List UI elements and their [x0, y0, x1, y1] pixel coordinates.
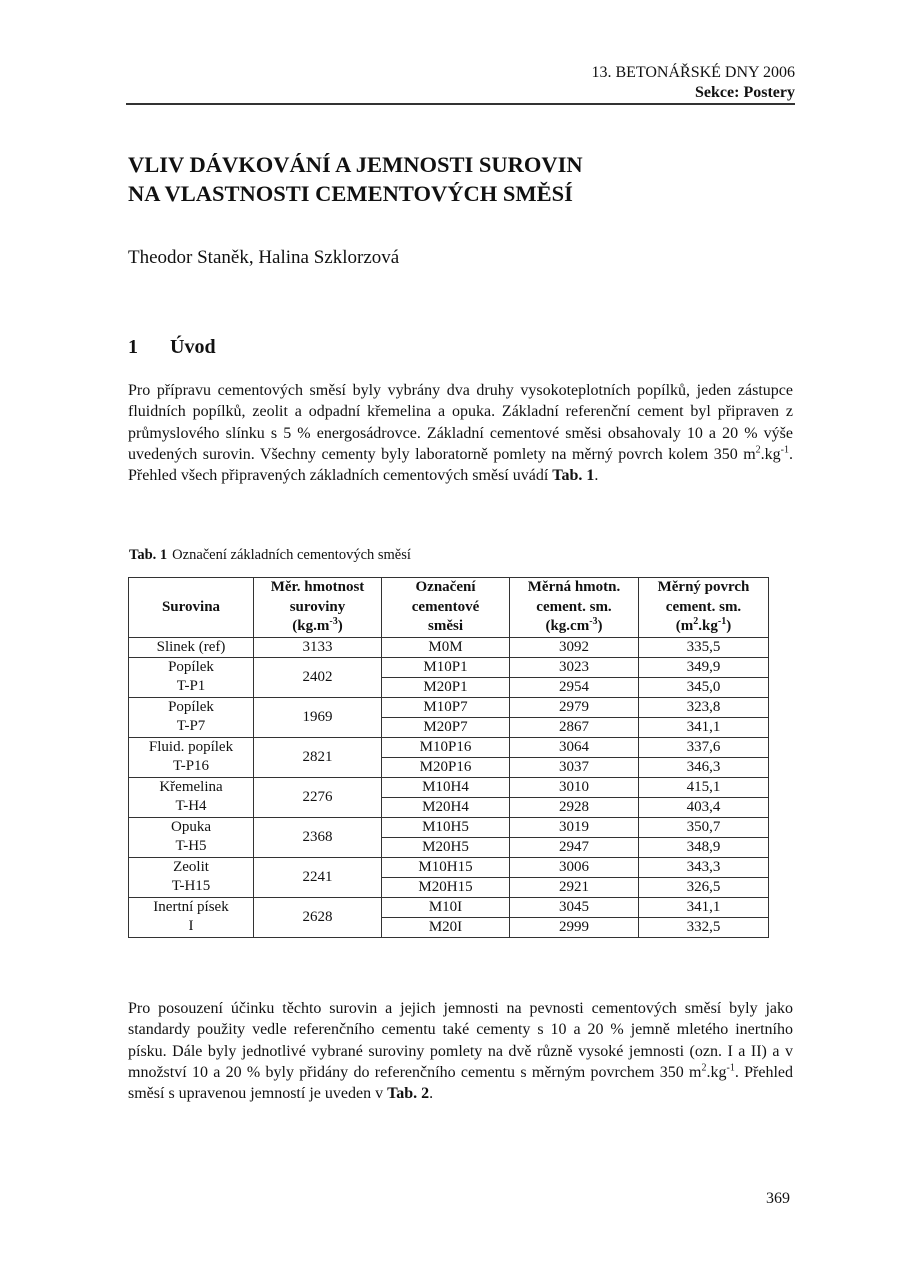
caption-label: Tab. 1 [129, 547, 168, 563]
cell-density: 2821 [254, 737, 382, 777]
header-rule [126, 103, 795, 105]
cell-density: 2402 [254, 657, 382, 697]
cell-surface: 326,5 [639, 877, 769, 897]
cell-mix-density: 2928 [510, 797, 639, 817]
cell-mix-density: 2867 [510, 717, 639, 737]
cell-mix: M20P1 [382, 677, 510, 697]
cell-mix-density: 3064 [510, 737, 639, 757]
table-row [129, 897, 769, 917]
authors: Theodor Staněk, Halina Szklorzová [128, 247, 400, 268]
cell-mix-density: 3006 [510, 857, 639, 877]
table-row [129, 637, 769, 657]
section-number: 1 [128, 336, 138, 358]
header-mix-density: Měrná hmotn. cement. sm. $(kg.cm^{-3})$ [510, 578, 639, 638]
caption-text: Označení základních cementových směsí [172, 547, 411, 563]
cell-surface: 343,3 [639, 857, 769, 877]
text: . [594, 467, 599, 485]
cell-mix-density: 3045 [510, 897, 639, 917]
cell-material: Zeolit T-H15 [129, 857, 254, 897]
cell-material: Popílek T-P7 [129, 697, 254, 737]
text: .kg [760, 445, 781, 463]
cell-surface: 341,1 [639, 897, 769, 917]
section-title: Úvod [170, 336, 216, 358]
text: .kg [706, 1063, 727, 1081]
cell-mix-density: 2954 [510, 677, 639, 697]
cell-mix: M10P1 [382, 657, 510, 677]
cell-mix: M20P16 [382, 757, 510, 777]
cell-mix: M10H15 [382, 857, 510, 877]
cell-mix-density: 2947 [510, 837, 639, 857]
cell-density: 2276 [254, 777, 382, 817]
cell-surface: 345,0 [639, 677, 769, 697]
table-row [129, 737, 769, 757]
header-surface: Měrný povrch cement. sm. $(m^2.kg^{-1})$ [639, 578, 769, 638]
table-reference: Tab. 2 [387, 1085, 430, 1103]
cell-surface: 403,4 [639, 797, 769, 817]
table-reference: Tab. 1 [552, 467, 595, 485]
cell-density: 2628 [254, 897, 382, 937]
cell-surface: 335,5 [639, 637, 769, 657]
table-caption [129, 547, 411, 564]
cell-mix-density: 3092 [510, 637, 639, 657]
second-paragraph [128, 998, 793, 1104]
cell-mix: M20I [382, 917, 510, 937]
cell-mix-density: 3010 [510, 777, 639, 797]
text: Pro přípravu cementových směsí byly vybrány dva druhy vysokoteplotních popílků, jeden zástupce fluidních popílků, zeolit a odpadní křemelina a opuka. Základní referenční cement byl připraven z průmyslového slínku s 5 % energosádrovce. Základní cementové směsi obsahovaly 10 a 20 % výše uvedených surovin. Všechny cementy byly laboratorně pomlety na měrný povrch kolem 350 m [128, 382, 793, 463]
superscript: 2 [755, 444, 761, 456]
table-row [129, 657, 769, 677]
cell-mix: M10P16 [382, 737, 510, 757]
cell-surface: 346,3 [639, 757, 769, 777]
cell-material: Fluid. popílek T-P16 [129, 737, 254, 777]
text: . Přehled všech připravených základních cementových směsí uvádí [128, 445, 793, 485]
cell-mix: M20H5 [382, 837, 510, 857]
cell-material: Slinek (ref) [129, 637, 254, 657]
data-table [128, 577, 769, 938]
cell-mix: M10P7 [382, 697, 510, 717]
cell-surface: 341,1 [639, 717, 769, 737]
cell-mix: M10I [382, 897, 510, 917]
intro-paragraph [128, 380, 793, 486]
cell-mix: M20P7 [382, 717, 510, 737]
cell-density: 1969 [254, 697, 382, 737]
running-header [126, 63, 795, 103]
cell-surface: 349,9 [639, 657, 769, 677]
cell-mix-density: 3037 [510, 757, 639, 777]
title-line-2: NA VLASTNOSTI CEMENTOVÝCH SMĚSÍ [128, 181, 573, 206]
header-material: Surovina [129, 578, 254, 638]
cell-material: Křemelina T-H4 [129, 777, 254, 817]
cell-mix: M20H15 [382, 877, 510, 897]
cell-surface: 323,8 [639, 697, 769, 717]
cell-material: Opuka T-H5 [129, 817, 254, 857]
conference-name: 13. BETONÁŘSKÉ DNY 2006 [591, 64, 795, 81]
cell-surface: 337,6 [639, 737, 769, 757]
cell-mix: M10H5 [382, 817, 510, 837]
cell-mix-density: 3019 [510, 817, 639, 837]
cell-material: Popílek T-P1 [129, 657, 254, 697]
cell-surface: 332,5 [639, 917, 769, 937]
cell-mix-density: 3023 [510, 657, 639, 677]
text: Pro posouzení účinku těchto surovin a jejich jemnosti na pevnosti cementových směsí byly jako standardy použity vedle referenčního cementu také cementy s 10 a 20 % jemně mletého inertního písku. Dále byly jednotlivé vybrané suroviny pomlety na dvě různě vysoké jemnosti (ozn. I a II) a v množství 10 a 20 % byly přidány do referenčního cementu s měrným povrchem 350 m [128, 1000, 793, 1081]
text: . Přehled směsí s upravenou jemností je uveden v [128, 1063, 793, 1103]
section-heading [128, 336, 216, 359]
cell-density: 3133 [254, 637, 382, 657]
cell-mix-density: 2999 [510, 917, 639, 937]
page-number: 369 [766, 1190, 790, 1207]
superscript: -1 [780, 444, 789, 456]
table-row [129, 777, 769, 797]
table-row [129, 857, 769, 877]
cell-mix: M10H4 [382, 777, 510, 797]
table-row [129, 697, 769, 717]
table-header-row [129, 578, 769, 638]
title-line-1: VLIV DÁVKOVÁNÍ A JEMNOSTI SUROVIN [128, 152, 583, 177]
cell-surface: 348,9 [639, 837, 769, 857]
cell-surface: 350,7 [639, 817, 769, 837]
cell-density: 2241 [254, 857, 382, 897]
table-row [129, 817, 769, 837]
cell-mix: M20H4 [382, 797, 510, 817]
cell-mix-density: 2979 [510, 697, 639, 717]
superscript: 2 [701, 1062, 707, 1074]
header-density: Měr. hmotnost suroviny $(kg.m^{-3})$ [254, 578, 382, 638]
cell-mix: M0M [382, 637, 510, 657]
text: . [429, 1085, 434, 1103]
section-label: Sekce: Postery [695, 84, 795, 101]
header-mix: Označení cementové směsi [382, 578, 510, 638]
superscript: -1 [726, 1062, 735, 1074]
cell-material: Inertní písek I [129, 897, 254, 937]
cell-density: 2368 [254, 817, 382, 857]
cell-mix-density: 2921 [510, 877, 639, 897]
paper-title [128, 150, 583, 208]
cell-surface: 415,1 [639, 777, 769, 797]
